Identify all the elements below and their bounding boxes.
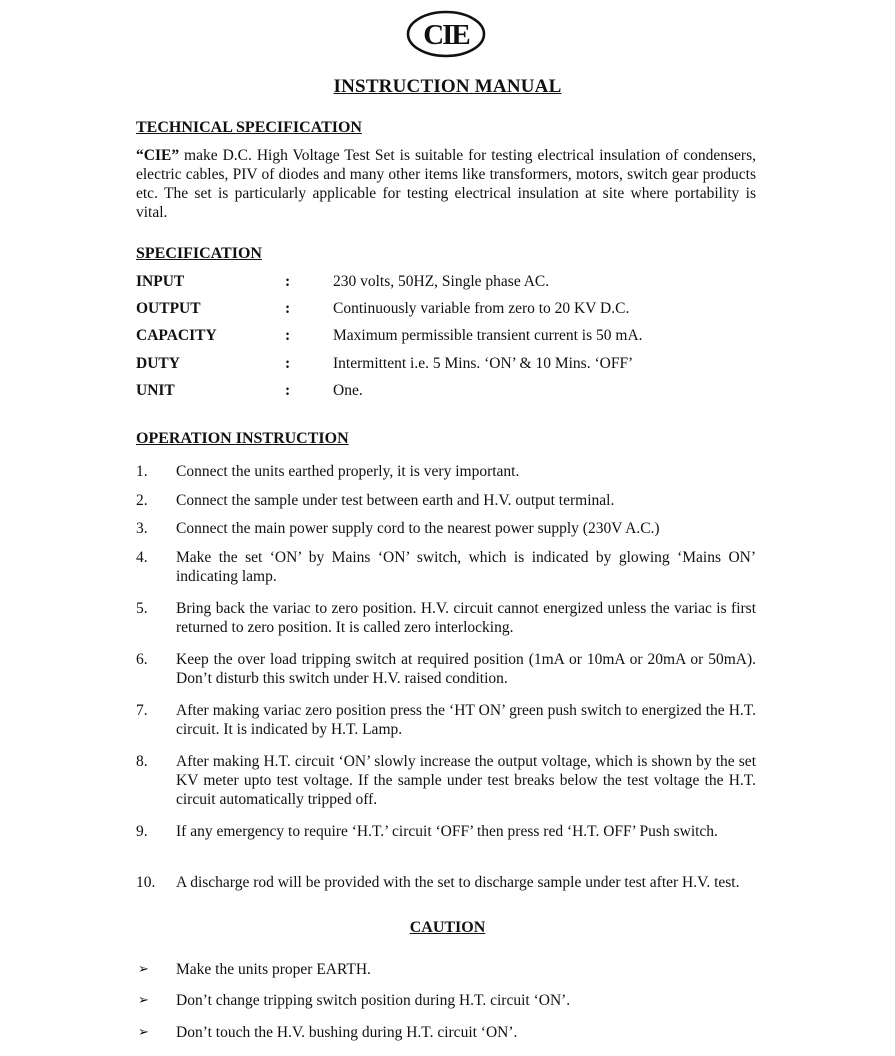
instruction-number: 7. <box>136 702 148 719</box>
technical-spec-paragraph <box>136 146 756 222</box>
instruction-number: 3. <box>136 520 148 537</box>
instruction-text: Connect the units earthed properly, it is very important. <box>176 463 520 480</box>
instruction-number: 1. <box>136 463 148 480</box>
arrow-bullet-icon: ➢ <box>138 962 149 977</box>
brand-name: “CIE” <box>136 147 180 164</box>
instruction-number: 4. <box>136 549 148 566</box>
spec-colon: : <box>285 327 291 344</box>
instruction-number: 2. <box>136 492 148 509</box>
spec-key: DUTY <box>136 355 180 372</box>
arrow-bullet-icon: ➢ <box>138 1025 149 1040</box>
specification-heading: SPECIFICATION <box>136 245 262 262</box>
instruction-text: If any emergency to require ‘H.T.’ circuit ‘OFF’ then press red ‘H.T. OFF’ Push switch. <box>176 823 718 840</box>
instruction-text: After making H.T. circuit ‘ON’ slowly increase the output voltage, which is shown by the set KV meter upto test voltage. If the sample under test breaks below the test voltage the H.T. circuit automatically tripped off. <box>176 753 756 808</box>
instruction-text: Keep the over load tripping switch at required position (1mA or 10mA or 20mA or 50mA). Don’t disturb this switch under H.V. raised condition. <box>176 651 756 687</box>
instruction-text: After making variac zero position press the ‘HT ON’ green push switch to energized the H.T. circuit. It is indicated by H.T. Lamp. <box>176 702 756 738</box>
spec-colon: : <box>285 382 291 399</box>
instruction-number: 5. <box>136 600 148 617</box>
instruction-number: 8. <box>136 753 148 770</box>
spec-value: 230 volts, 50HZ, Single phase AC. <box>333 273 550 290</box>
instruction-number: 10. <box>136 874 156 891</box>
instruction-number: 9. <box>136 823 148 840</box>
spec-colon: : <box>285 273 291 290</box>
spec-colon: : <box>285 355 291 372</box>
spec-value: Continuously variable from zero to 20 KV D.C. <box>333 300 630 317</box>
spec-colon: : <box>285 300 291 317</box>
instruction-text: Bring back the variac to zero position. H.V. circuit cannot energized unless the variac is first returned to zero position. It is called zero interlocking. <box>176 600 756 636</box>
instruction-text: Connect the main power supply cord to the nearest power supply (230V A.C.) <box>176 520 660 537</box>
spec-key: UNIT <box>136 382 175 399</box>
spec-key: CAPACITY <box>136 327 217 344</box>
spec-row-unit <box>136 382 776 404</box>
arrow-bullet-icon: ➢ <box>138 993 149 1008</box>
cie-logo-icon <box>406 10 486 58</box>
spec-value: One. <box>333 382 363 399</box>
instruction-text: Connect the sample under test between earth and H.V. output terminal. <box>176 492 615 509</box>
technical-spec-heading: TECHNICAL SPECIFICATION <box>136 119 362 136</box>
caution-text: Don’t touch the H.V. bushing during H.T. circuit ‘ON’. <box>176 1024 518 1041</box>
spec-key: INPUT <box>136 273 185 290</box>
logo-text: CIE <box>423 19 469 51</box>
spec-value: Maximum permissible transient current is 50 mA. <box>333 327 643 344</box>
technical-spec-text: make D.C. High Voltage Test Set is suitable for testing electrical insulation of condensers, electric cables, PIV of diodes and many other items like transformers, motors, switch gear products etc. The set is particularly applicable for testing electrical insulation at site where portability is vital. <box>136 147 756 221</box>
spec-row-duty <box>136 355 776 377</box>
caution-text: Make the units proper EARTH. <box>176 961 371 978</box>
spec-row-input <box>136 273 776 295</box>
caution-text: Don’t change tripping switch position during H.T. circuit ‘ON’. <box>176 992 571 1009</box>
instruction-number: 6. <box>136 651 148 668</box>
caution-heading: CAUTION <box>409 919 486 936</box>
spec-row-output <box>136 300 776 322</box>
spec-row-capacity <box>136 327 776 349</box>
instruction-text: A discharge rod will be provided with the set to discharge sample under test after H.V. test. <box>176 874 740 891</box>
spec-key: OUTPUT <box>136 300 201 317</box>
page-title: INSTRUCTION MANUAL <box>333 76 562 97</box>
instruction-text: Make the set ‘ON’ by Mains ‘ON’ switch, which is indicated by glowing ‘Mains ON’ indicating lamp. <box>176 549 756 585</box>
operation-heading: OPERATION INSTRUCTION <box>136 430 349 447</box>
spec-value: Intermittent i.e. 5 Mins. ‘ON’ & 10 Mins. ‘OFF’ <box>333 355 634 372</box>
